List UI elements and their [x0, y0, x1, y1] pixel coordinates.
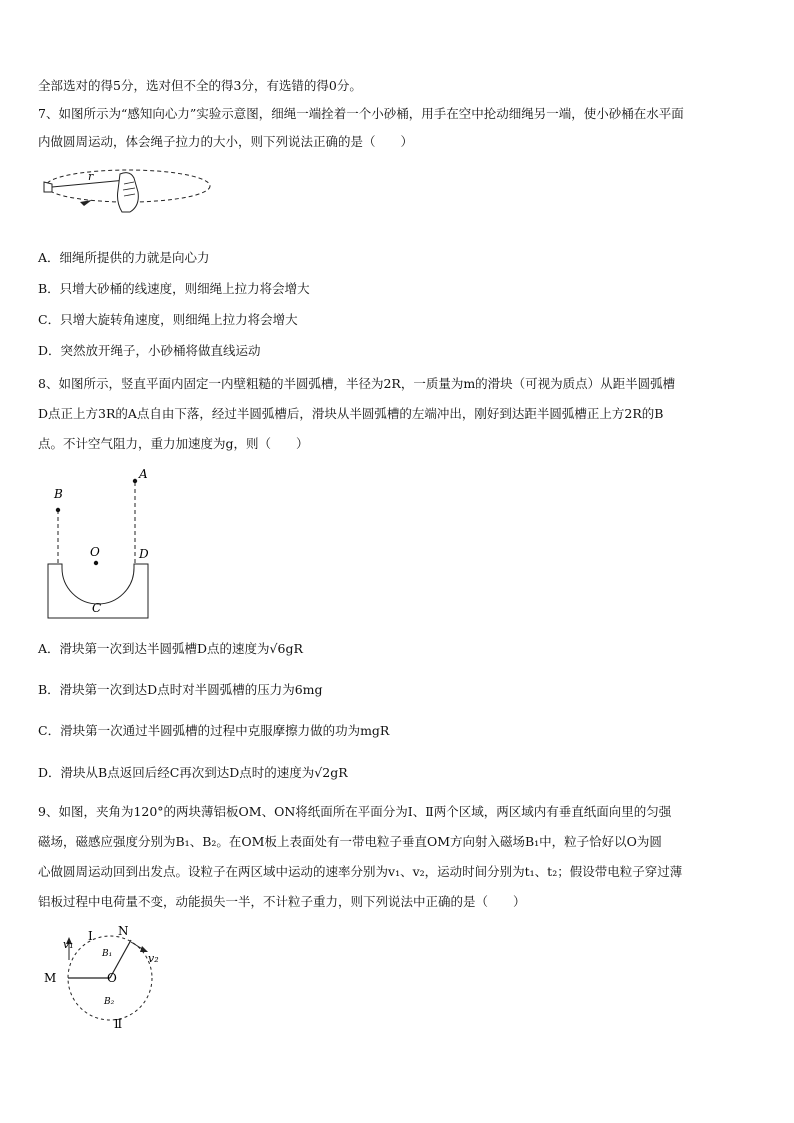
- q9-stem-line-3: 心做圆周运动回到出发点。设粒子在两区域中运动的速率分别为v₁、v₂，运动时间分别为t₁、t₂；假设带电粒子穿过薄: [38, 864, 683, 879]
- q8-option-d: D．滑块从B点返回后经C再次到达D点时的速度为√2gR: [38, 765, 348, 780]
- q8-option-b: B．滑块第一次到达D点时对半圆弧槽的压力为6mg: [38, 682, 323, 697]
- label-d: D: [139, 547, 149, 561]
- q7-stem-line-1: 7、如图所示为“感知向心力”实验示意图，细绳一端拴着一个小砂桶，用手在空中抡动细绳另一端，使小砂桶在水平面: [38, 106, 684, 121]
- label-m: M: [44, 971, 57, 985]
- q7-option-a: A．细绳所提供的力就是向心力: [38, 250, 210, 265]
- hand: [118, 173, 139, 212]
- label-b1: B₁: [102, 949, 113, 959]
- q7-option-b: B．只增大砂桶的线速度，则细绳上拉力将会增大: [38, 281, 310, 296]
- q7-option-d: D．突然放开绳子，小砂桶将做直线运动: [38, 343, 261, 358]
- q8-option-c: C．滑块第一次通过半圆弧槽的过程中克服摩擦力做的功为mgR: [38, 723, 390, 738]
- label-v1: v₁: [63, 938, 74, 951]
- label-a: A: [139, 467, 148, 481]
- direction-arrow: [80, 200, 92, 206]
- label-o: O: [107, 971, 117, 985]
- point-o: [94, 561, 98, 565]
- label-n: N: [118, 924, 129, 938]
- label-b2: B₂: [104, 997, 115, 1007]
- label-region-1: Ⅰ: [88, 929, 93, 943]
- q7-stem-line-2: 内做圆周运动，体会绳子拉力的大小，则下列说法正确的是（ ）: [38, 134, 414, 149]
- radius-label: r: [88, 170, 94, 183]
- q7-figure-sand-bucket: [38, 162, 218, 218]
- point-b: [56, 508, 60, 512]
- point-a: [133, 479, 137, 483]
- q7-option-c: C．只增大旋转角速度，则细绳上拉力将会增大: [38, 312, 298, 327]
- q8-stem-line-3: 点。不计空气阻力，重力加速度为g，则（ ）: [38, 436, 309, 451]
- q8-stem-line-1: 8、如图所示，竖直平面内固定一内壁粗糙的半圆弧槽，半径为2R，一质量为m的滑块（可视为质点）从距半圆弧槽: [38, 376, 676, 391]
- label-o: O: [90, 545, 100, 559]
- label-c: C: [92, 601, 102, 615]
- q8-stem-line-2: D点正上方3R的A点自由下落，经过半圆弧槽后，滑块从半圆弧槽的左端冲出，刚好到达距半圆弧槽正上方2R的B: [38, 406, 664, 421]
- q9-stem-line-2: 磁场，磁感应强度分别为B₁、B₂。在OM板上表面处有一带电粒子垂直OM方向射入磁场B₁中，粒子恰好以O为圆: [38, 834, 662, 849]
- q9-figure-magnetic-regions: [38, 920, 178, 1034]
- label-b: B: [54, 487, 63, 501]
- sand-bucket: [44, 182, 52, 192]
- scoring-rule-text: 全部选对的得5分，选对但不全的得3分，有选错的得0分。: [38, 78, 362, 93]
- v2-arrowhead: [140, 946, 148, 952]
- label-v2: v₂: [148, 952, 159, 965]
- label-region-2: Ⅱ: [114, 1017, 123, 1031]
- q9-stem-line-4: 铝板过程中电荷量不变，动能损失一半，不计粒子重力，则下列说法中正确的是（ ）: [38, 894, 526, 909]
- q8-option-a: A．滑块第一次到达半圆弧槽D点的速度为√6gR: [38, 641, 303, 656]
- q8-figure-semicircle-groove: [38, 460, 168, 622]
- q9-stem-line-1: 9、如图，夹角为120°的两块薄铝板OM、ON将纸面所在平面分为Ⅰ、Ⅱ两个区域，两区域内有垂直纸面向里的匀强: [38, 804, 672, 819]
